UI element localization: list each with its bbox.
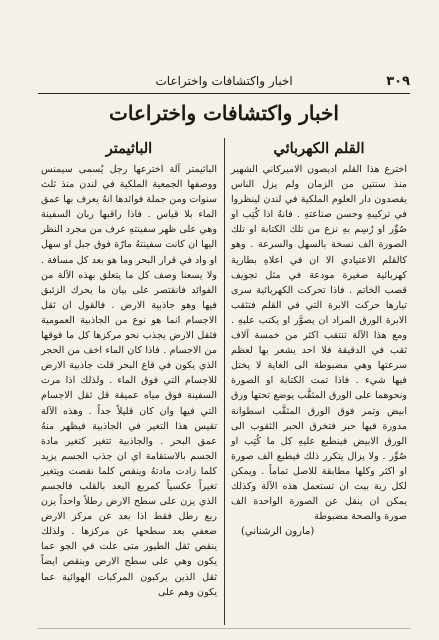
page-number: ٣٠٩ — [386, 73, 410, 89]
left-column-body — [41, 162, 217, 600]
right-column — [228, 138, 410, 625]
header-rule — [38, 93, 410, 94]
left-column — [38, 138, 220, 625]
left-column-title: الباثيمتر — [105, 140, 153, 157]
left-column-paragraph: الباثيمتر آلة اخترعها رجل يُسمى سيمنس ووصفها الجمعية الملكية في لندن منذ ثلث سنوات ومن جملة فوائدها انهُ يعرف بها عمق الماء بلا قياس . فاذا راقبها ربان السفينة وهي على ظهر سفينتهِ عرف من مجرد النظر اليها ان كانت سفينتهُ مارّة فوق جبل او سهل او واد في قرار البحر وما هو بعد كل مسافة . ولا يسعنا وصف كل ما يتعلق بهذه الآلة من الفوائد فانقتصر على بيان ما يحرك الزئبق فيها وهو جاذبية الارض . فالقول ان ثقل الاجسام انما هو نوع من الجاذبية العمومية فثقل الارض يجذب نحو مركزها كل ما فوقها من الاجسام . فاذا كان الماء اخف من الحجر الذي يكون في قاع البحر قلت جاذبية الارض للاجسام التي فوق الماء . ولذلك اذا مرت السفينة فوق مياه عميقة قل ثقل الاجسام التي فيها وان كان قليلاً جداً . وهذه الآلة تقيس هذا التغير في الجاذبية فيظهر منهُ عمق البحر . والجاذبية تتغير كتغير مادة الجسم بالاستقامة اي ان جذب الجسم يزيد كلما زادت مادتهُ وينقص كلما نقصت ويتغير تغيراً عكسياً كمربع البعد بالقلب فالجسم الذي يزن على سطح الارض رطلاً واحداً يزن ربع رطل فقط اذا بعد عن مركز الارض ضعفي بعد سطحها عن مركزها . ولذلك ينقص ثقل الطيور متى علت في الجو عما يكون وهي على سطح الارض وبنقص ايضاً ثقل الذين يركبون المركبات الهوائية عما يكون وهم على — [40, 164, 217, 598]
author-signature: (مارون الرشناني) — [241, 526, 315, 538]
right-column-body — [231, 162, 407, 524]
column-divider — [220, 138, 228, 625]
page-bottom-edge — [38, 628, 410, 629]
page-title: اخبار واكتشافات واختراعات — [109, 101, 339, 125]
right-column-title: القلم الكهربائي — [273, 140, 365, 157]
text-columns — [38, 138, 410, 625]
right-column-paragraph: اخترع هذا القلم اديصون الاميركاني الشهير منذ سنتين من الزمان ولم يزل الناس يقصدون دار العلوم الملكية في لندن لينظروا في تركيبهِ وحسن صناعتهِ . فانهُ اذا كُتِب او صُوِّر او رُسِم بهِ نزع من تلك الكتابة او تلك الصورة الف نسخة بالسهل والسرعة . وهو كالقلم الاعتيادي الا ان في اعلاهِ بطارية كهربائية صغيرة مودعة في مثل تجويف قصب الخاتم . فاذا تحركت الكهربائية سرى تيارها حركت الابرة التي في القلم فتثقب الابرة الورق المراد ان يصوَّر او يكتب عليهِ . ومع هذا الآلة تنتقب اكثر من خمسة آلاف ثقب في الدقيقة فلا احد يشعر بها لعظم سرعتها وهي مضبوطة الى الغاية لا يختل فيها شيء . فاذا تمت الكتابة او الصورة ونحوهما على الورق المثقَّب يوضع تحتها ورق ابيض وتمر فوق الورق المثقَّب اسطوانة مدورة فيها حبر فتخرق الحبر الثقوب الى الورق الابيض فينطبع عليهِ كل ما كُتِب او صُوِّر . ولا يزال يتكرر ذلك فيطبع الف صورة او اكثر وكلها مطابقة للاصل تماماً . ويمكن لكل ربة بيت ان تستعمل هذه الآلة وكذلك يمكن ان ينقل عن الصورة الواحدة الف صورة والصحة مضبوطة — [231, 164, 407, 523]
running-head-title: اخبار واكتشافات واختراعات — [155, 74, 293, 88]
running-head — [38, 70, 410, 92]
